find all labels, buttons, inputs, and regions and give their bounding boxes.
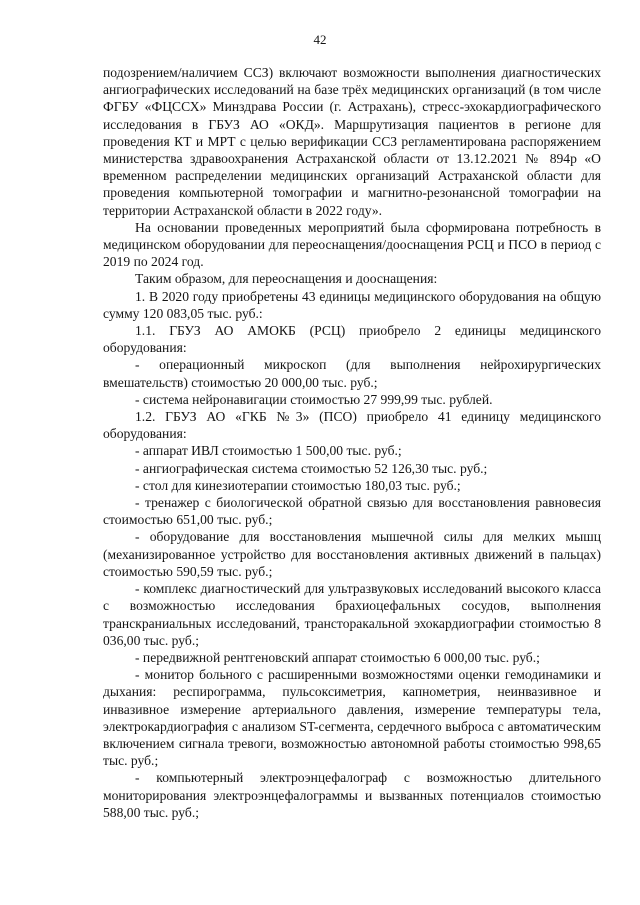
paragraph: 1. В 2020 году приобретены 43 единицы медицинского оборудования на общую сумму 120 083,05 тыс. руб.:	[103, 288, 601, 321]
list-item: - тренажер с биологической обратной связью для восстановления равновесия стоимостью 651,00 тыс. руб.;	[103, 495, 601, 528]
paragraph: подозрением/наличием ССЗ) включают возможности выполнения диагностических ангиографических исследований на базе трёх медицинских организаций (в том числе ФГБУ «ФЦССХ» Минздрава России (г. Астрахань), стресс-эхокардиографического исследования в ГБУЗ АО «ОКД». Маршрутизация пациентов в регионе для проведения КТ и МРТ с целью верификации ССЗ регламентирована распоряжением министерства здравоохранения Астраханской области от 13.12.2021 № 894р «О временном распределении медицинских организаций Астраханской области для проведения компьютерной томографии и магнитно-резонансной томографии на территории Астраханской области в 2022 году».	[103, 65, 601, 218]
list-item: - комплекс диагностический для ультразвуковых исследований высокого класса с возможностью исследования брахиоцефальных сосудов, выполнения транскраниальных исследований, трансторакальной эхокардиографии стоимостью 8 036,00 тыс. руб.;	[103, 581, 601, 648]
list-item: - операционный микроскоп (для выполнения нейрохирургических вмешательств) стоимостью 20 000,00 тыс. руб.;	[103, 357, 601, 390]
list-item: - стол для кинезиотерапии стоимостью 180,03 тыс. руб.;	[135, 477, 461, 493]
list-item: - передвижной рентгеновский аппарат стоимостью 6 000,00 тыс. руб.;	[135, 649, 540, 665]
list-item: - компьютерный электроэнцефалограф с возможностью длительного мониторирования электроэнцефалограммы и вызванных потенциалов стоимостью 588,00 тыс. руб.;	[103, 770, 601, 820]
list-item: - монитор больного с расширенными возможностями оценки гемодинамики и дыхания: респирограмма, пульсоксиметрия, капнометрия, неинвазивное и инвазивное измерение артериального давления, измерение температуры тела, электрокардиография с анализом ST-сегмента, сердечного выброса с автоматическим включением сигнала тревоги, возможностью автономной работы стоимостью 998,65 тыс. руб.;	[103, 667, 601, 769]
list-item: - система нейронавигации стоимостью 27 999,99 тыс. рублей.	[135, 391, 493, 407]
page-number: 42	[313, 32, 327, 47]
list-item: - аппарат ИВЛ стоимостью 1 500,00 тыс. руб.;	[135, 443, 402, 459]
paragraph: 1.1. ГБУЗ АО АМОКБ (РСЦ) приобрело 2 единицы медицинского оборудования:	[103, 323, 601, 356]
body-text	[103, 64, 601, 821]
list-item: - оборудование для восстановления мышечной силы для мелких мышц (механизированное устройство для восстановления активных движений в пальцах) стоимостью 590,59 тыс. руб.;	[103, 529, 601, 579]
paragraph: 1.2. ГБУЗ АО «ГКБ №3» (ПСО) приобрело 41 единицу медицинского оборудования:	[103, 409, 601, 442]
list-item: - ангиографическая система стоимостью 52 126,30 тыс. руб.;	[135, 460, 488, 476]
paragraph: На основании проведенных мероприятий была сформирована потребность в медицинском оборудовании для переоснащения/дооснащения РСЦ и ПСО в период с 2019 по 2024 год.	[103, 219, 601, 270]
paragraph: Таким образом, для переоснащения и дооснащения:	[135, 271, 438, 287]
